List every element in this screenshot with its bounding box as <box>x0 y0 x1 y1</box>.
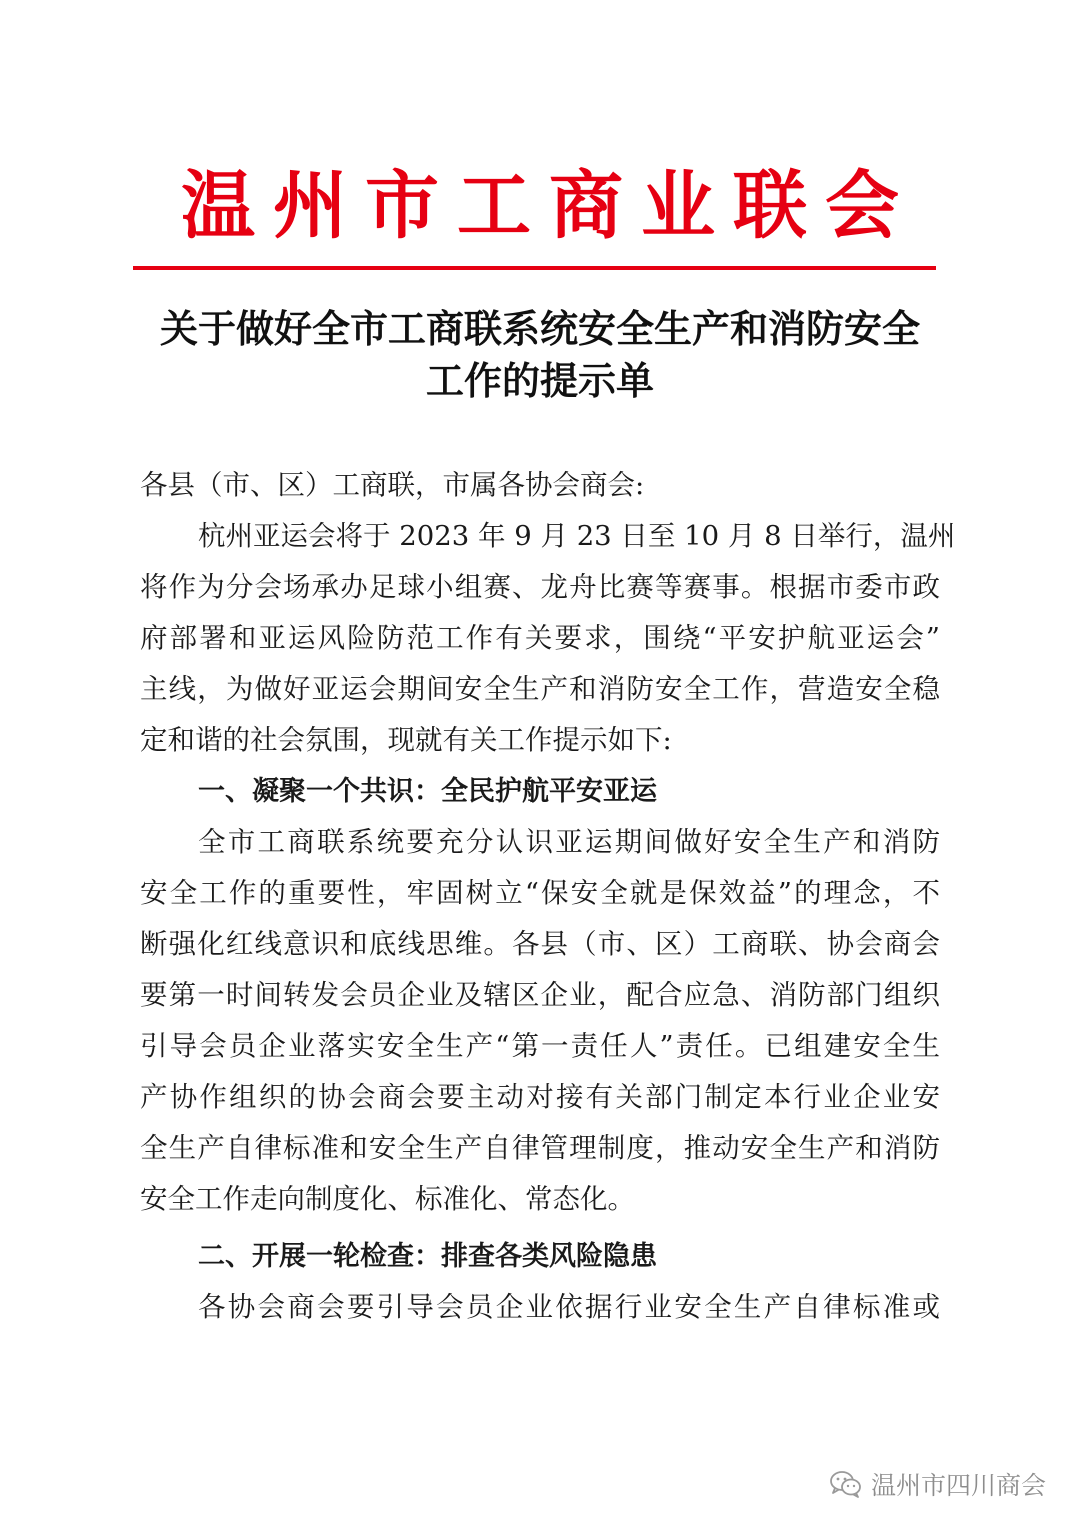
source-watermark <box>829 1466 1046 1502</box>
section-1-line: 安全工作走向制度化、标准化、常态化。 <box>140 1183 635 1215</box>
document-title-line-2: 工作的提示单 <box>425 358 654 403</box>
document-title <box>120 303 960 407</box>
section-2-heading: 二、开展一轮检查：排查各类风险隐患 <box>198 1241 657 1272</box>
section-1-line: 断强化红线意识和底线思维。各县（市、区）工商联、协会商会 <box>140 928 940 960</box>
document-title-line-1: 关于做好全市工商联系统安全生产和消防安全 <box>159 306 920 351</box>
section-1-line: 全市工商联系统要充分认识亚运期间做好安全生产和消防 <box>198 826 940 858</box>
section-1-line: 引导会员企业落实安全生产“第一责任人”责任。已组建安全生 <box>140 1030 940 1062</box>
letterhead-red-rule <box>133 266 936 270</box>
intro-line: 将作为分会场承办足球小组赛、龙舟比赛等赛事。根据市委市政 <box>140 571 940 603</box>
intro-line: 府部署和亚运风险防范工作有关要求，围绕“平安护航亚运会” <box>140 622 940 654</box>
document-body <box>140 460 956 1333</box>
intro-line: 杭州亚运会将于 2023 年 9 月 23 日至 10 月 8 日举行，温州 <box>198 520 956 552</box>
section-1-line: 全生产自律标准和安全生产自律管理制度，推动安全生产和消防 <box>140 1132 940 1164</box>
section-1-line: 要第一时间转发会员企业及辖区企业，配合应急、消防部门组织 <box>140 979 940 1011</box>
section-1-line: 产协作组织的协会商会要主动对接有关部门制定本行业企业安 <box>140 1081 940 1113</box>
section-1-heading: 一、凝聚一个共识：全民护航平安亚运 <box>198 776 657 807</box>
section-1-line: 安全工作的重要性，牢固树立“保安全就是保效益”的理念，不 <box>140 877 940 909</box>
intro-line: 主线，为做好亚运会期间安全生产和消防安全工作，营造安全稳 <box>140 673 940 705</box>
intro-line: 定和谐的社会氛围，现就有关工作提示如下: <box>140 724 672 756</box>
salutation: 各县（市、区）工商联，市属各协会商会: <box>140 469 645 501</box>
watermark-text: 温州市四川商会 <box>870 1471 1046 1500</box>
letterhead-org-name: 温州市工商业联会 <box>181 163 917 249</box>
wechat-icon <box>829 1470 863 1498</box>
section-2-line: 各协会商会要引导会员企业依据行业安全生产自律标准或 <box>198 1291 940 1323</box>
